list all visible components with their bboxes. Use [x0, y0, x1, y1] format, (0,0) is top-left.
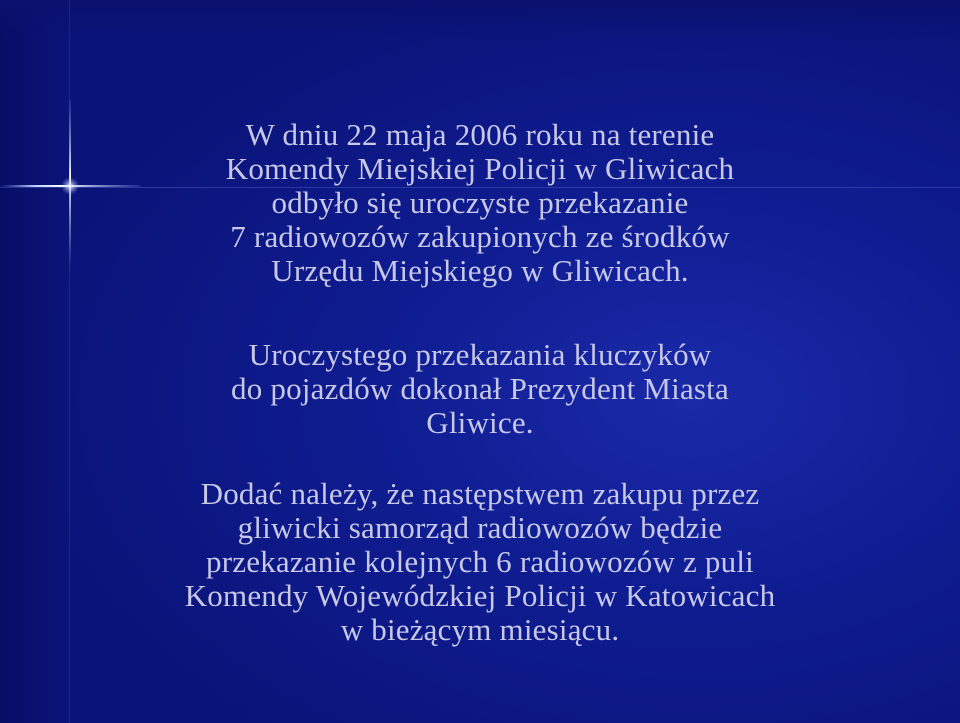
paragraph-event-description — [0, 118, 960, 288]
text-line: Uroczystego przekazania kluczyków — [248, 337, 712, 372]
text-line: Gliwice. — [426, 405, 534, 440]
paragraph-future-handover — [0, 477, 960, 647]
text-line: Dodać należy, że następstwem zakupu przez — [200, 476, 760, 511]
paragraph-key-handover — [0, 338, 960, 440]
text-line: do pojazdów dokonał Prezydent Miasta — [231, 371, 729, 406]
text-line: gliwicki samorząd radiowozów będzie — [237, 510, 723, 545]
text-line: w bieżącym miesiącu. — [340, 612, 620, 647]
text-line: przekazanie kolejnych 6 radiowozów z puli — [206, 544, 754, 579]
text-line: 7 radiowozów zakupionych ze środków — [230, 219, 730, 254]
text-line: Komendy Wojewódzkiej Policji w Katowicach — [184, 578, 776, 613]
text-line: Urzędu Miejskiego w Gliwicach. — [271, 253, 689, 288]
text-line: W dniu 22 maja 2006 roku na terenie — [245, 117, 715, 152]
text-line: odbyło się uroczyste przekazanie — [271, 185, 689, 220]
text-line: Komendy Miejskiej Policji w Gliwicach — [225, 151, 735, 186]
top-shadow-band — [0, 0, 960, 40]
